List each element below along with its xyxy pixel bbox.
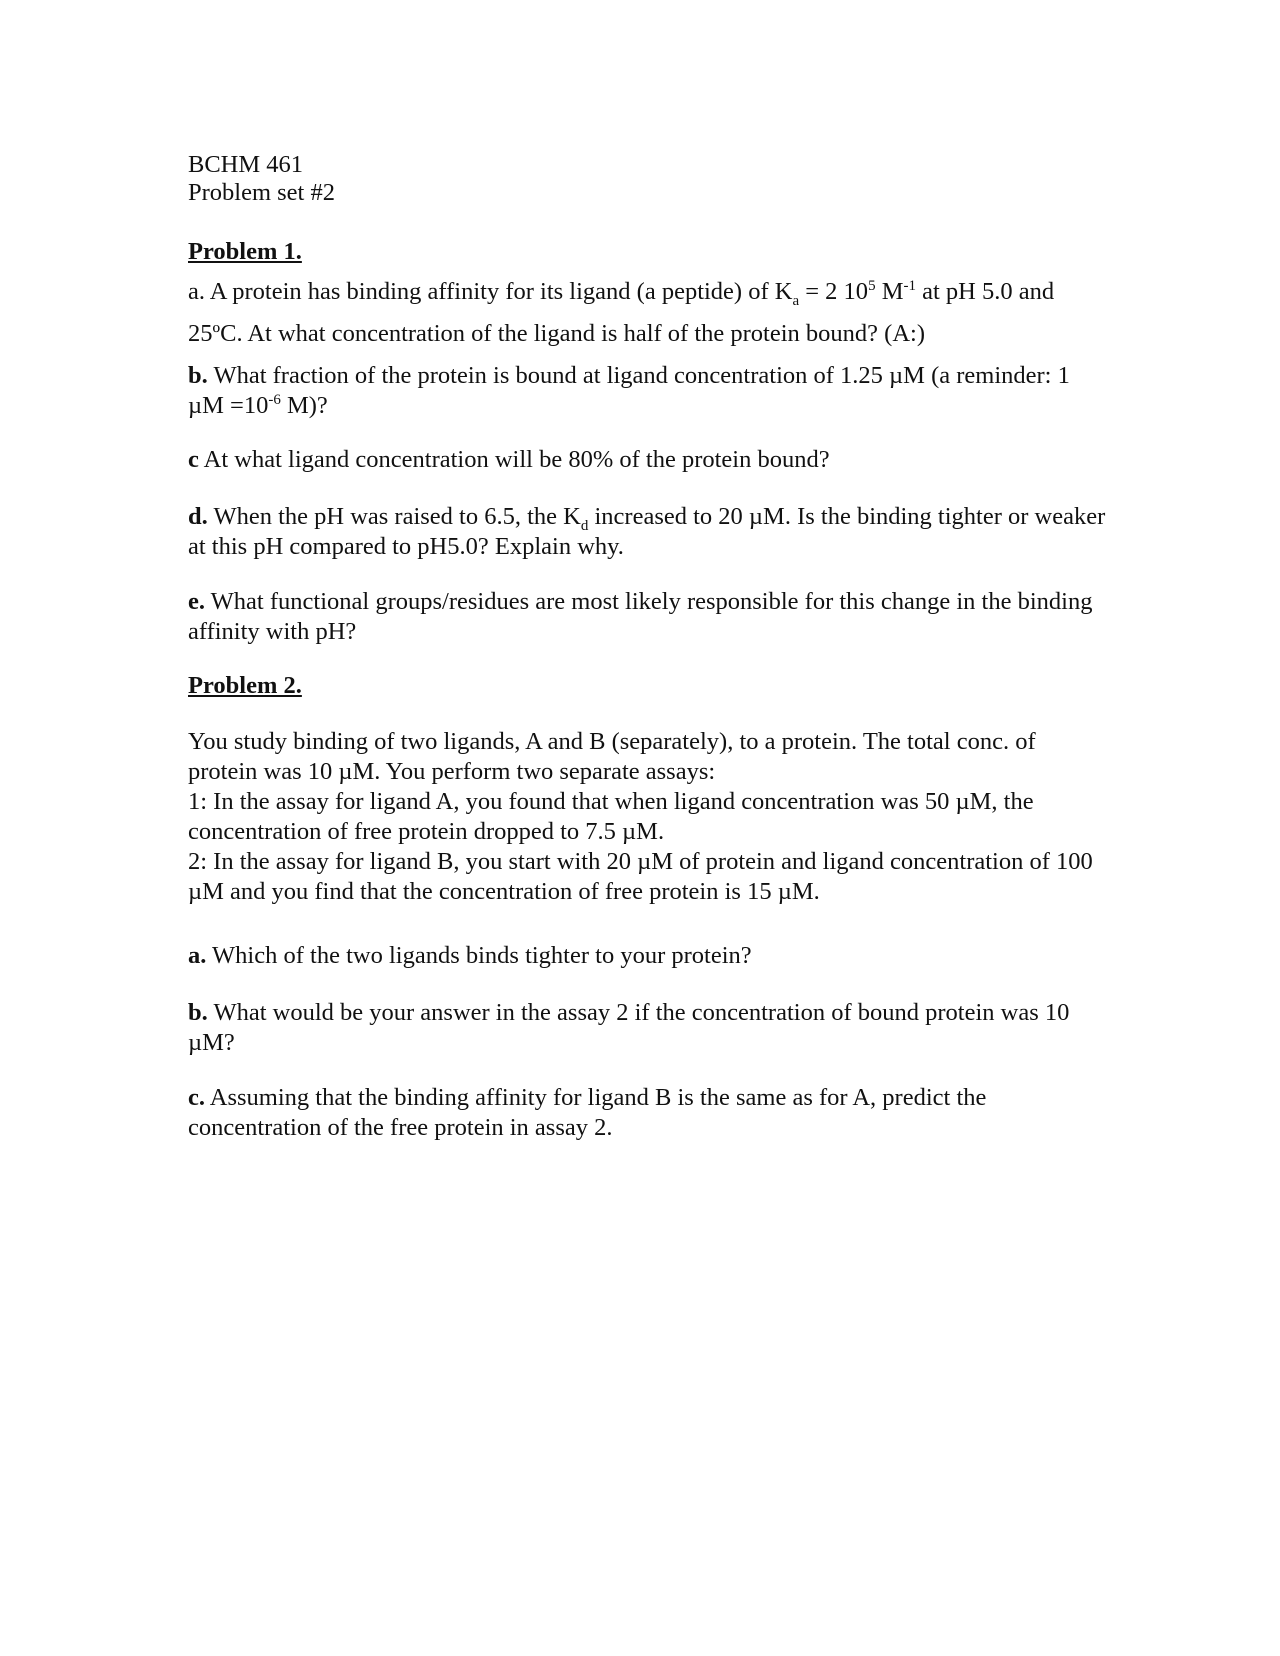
problem-2-heading: Problem 2.: [188, 672, 302, 699]
problem-1a-line-1: a. A protein has binding affinity for its ligand (a peptide) of $K_a = 2$ $10^5$ $M^{-1}$ at pH 5.0 and: [188, 277, 1055, 309]
problem-2c: c. Assuming that the binding affinity for ligand B is the same as for A, predict the concentration of the free protein in assay 2.: [188, 1084, 987, 1141]
problem-1a: [188, 277, 1108, 307]
course-code: BCHM 461: [188, 151, 304, 178]
problem-1d: d. When the pH was raised to 6.5, the $K_d$ increased to 20 µM. Is the binding tighter or weaker at this pH compared to pH5.0? Explain why.: [188, 503, 1106, 560]
problem-2a-label: a.: [188, 942, 207, 969]
problem-set-title: Problem set #2: [188, 179, 335, 206]
problem-1e: e. What functional groups/residues are most likely responsible for this change in the binding affinity with pH?: [188, 588, 1093, 645]
problem-1c: c At what ligand concentration will be 80% of the protein bound?: [188, 446, 830, 473]
problem-1b: b. What fraction of the protein is bound at ligand concentration of 1.25 µM (a reminder: 1 $\mu M =10^{-6}$ M)?: [188, 362, 1070, 419]
problem-1a-line-2: 25ºC. At what concentration of the ligand is half of the protein bound? (A:): [188, 320, 925, 347]
problem-1b-label: b.: [188, 362, 208, 389]
document-header: [188, 151, 1108, 207]
problem-2-intro-text: You study binding of two ligands, A and B (separately), to a protein. The total conc. of protein was 10 µM. You perform two separate assays:: [188, 728, 1036, 785]
problem-2-assay-1: 1: In the assay for ligand A, you found that when ligand concentration was 50 µM, the concentration of free protein dropped to 7.5 µM.: [188, 788, 1034, 845]
problem-1e-label: e.: [188, 588, 205, 615]
problem-1c-label: c: [188, 446, 199, 473]
problem-2-intro: [188, 727, 1108, 907]
problem-2b: b. What would be your answer in the assay 2 if the concentration of bound protein was 10 µM?: [188, 999, 1070, 1056]
problem-1d-label: d.: [188, 503, 208, 530]
problem-1-heading: Problem 1.: [188, 238, 302, 265]
problem-2b-label: b.: [188, 999, 208, 1026]
problem-2c-label: c.: [188, 1084, 205, 1111]
problem-2a: a. Which of the two ligands binds tighter to your protein?: [188, 942, 752, 969]
problem-2-assay-2: 2: In the assay for ligand B, you start with 20 µM of protein and ligand concentration of 100 µM and you find that the concentration of free protein is 15 µM.: [188, 848, 1093, 905]
